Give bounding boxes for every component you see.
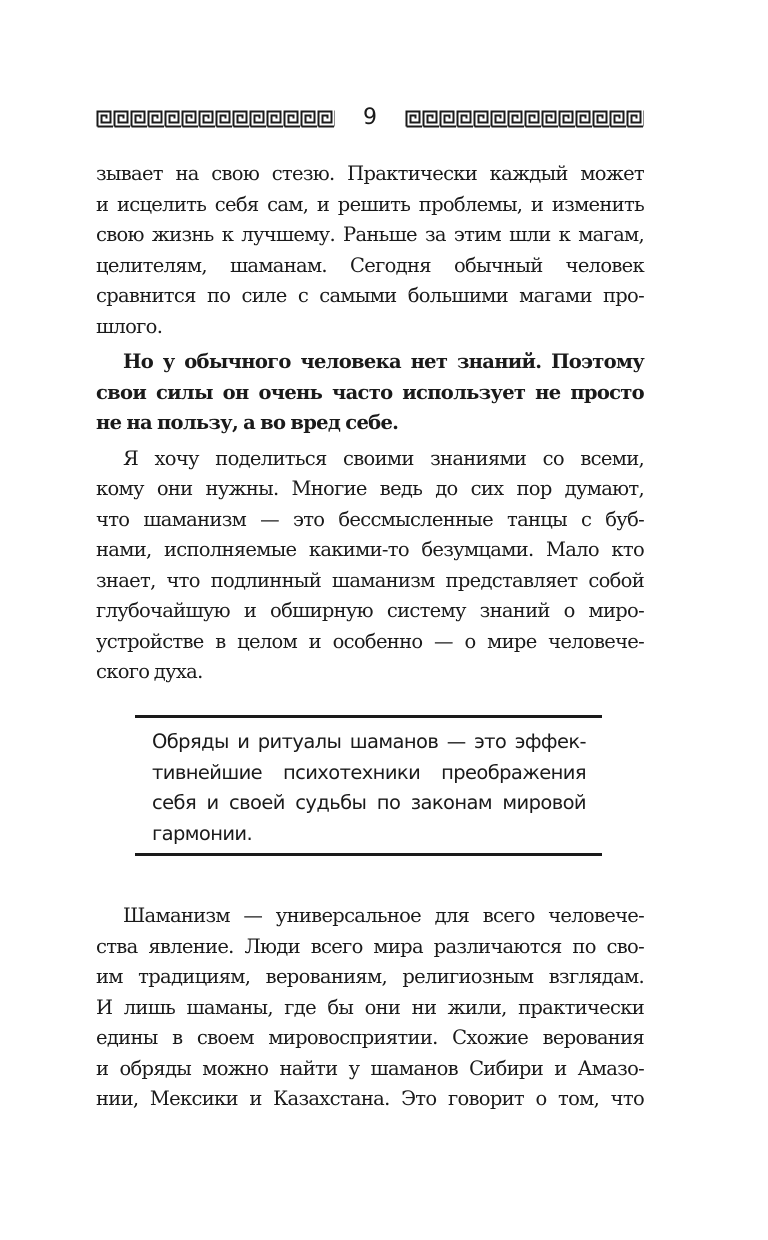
- paragraph-continuation: [96, 159, 644, 342]
- pull-quote-rule-top: [135, 715, 602, 718]
- quote-line: Обряды и ритуалы шаманов — это эффек-: [152, 730, 586, 753]
- text-line: шлого.: [96, 314, 163, 338]
- running-header: [96, 107, 644, 131]
- text-line: глубочайшую и обширную систему знаний о миро-: [96, 599, 644, 622]
- text-line: сравнится по силе с самыми большими магами про-: [96, 284, 644, 307]
- text-line: нами, исполняемые какими-то безумцами. Мало кто: [96, 538, 644, 561]
- text-line: нии, Мексики и Казахстана. Это говорит о том, что: [96, 1087, 644, 1110]
- page-number: 9: [363, 105, 377, 130]
- text-line: и обряды можно найти у шаманов Сибири и Амазо-: [96, 1056, 644, 1080]
- body-text-bottom: [96, 901, 644, 1120]
- body-text-top: [96, 159, 644, 693]
- quote-line: себя и своей судьбы по законам мировой: [152, 791, 586, 814]
- text-line: свою жизнь к лучшему. Раньше за этим шли к магам,: [96, 223, 644, 246]
- paragraph: [96, 901, 644, 1115]
- greek-key-ornament-left: [96, 110, 335, 128]
- greek-key-ornament-right: [405, 110, 644, 128]
- text-line: Но у обычного человека нет знаний. Поэтому: [123, 350, 644, 373]
- pull-quote-rule-bottom: [135, 853, 602, 856]
- text-line: знает, что подлинный шаманизм представляет собой: [96, 568, 644, 592]
- text-line: что шаманизм — это бессмысленные танцы с буб-: [96, 507, 644, 531]
- text-line: не на пользу, а во вред себе.: [96, 411, 399, 434]
- pull-quote: [152, 727, 586, 849]
- text-line: им традициям, верованиям, религиозным взглядам.: [96, 965, 644, 988]
- text-line: кому они нужны. Многие ведь до сих пор думают,: [96, 477, 644, 500]
- text-line: ства явление. Люди всего мира различаются по сво-: [96, 934, 644, 958]
- paragraph: [96, 444, 644, 688]
- text-line: Я хочу поделиться своими знаниями со всеми,: [123, 446, 644, 470]
- text-line: свои силы он очень часто использует не просто: [96, 380, 644, 404]
- quote-line: тивнейшие психотехники преображения: [152, 760, 586, 784]
- text-line: едины в своем мировосприятии. Схожие верования: [96, 1026, 644, 1049]
- text-line: Шаманизм — универсальное для всего человече-: [123, 904, 644, 927]
- text-line: И лишь шаманы, где бы они ни жили, практически: [96, 995, 644, 1019]
- text-line: зывает на свою стезю. Практически каждый может: [96, 162, 644, 185]
- quote-line: гармонии.: [152, 821, 253, 845]
- text-line: целителям, шаманам. Сегодня обычный человек: [96, 253, 644, 277]
- text-line: ского духа.: [96, 660, 203, 683]
- text-line: и исцелить себя сам, и решить проблемы, и изменить: [96, 192, 644, 216]
- paragraph-bold: [96, 347, 644, 439]
- text-line: устройстве в целом и особенно — о мире человече-: [96, 629, 644, 653]
